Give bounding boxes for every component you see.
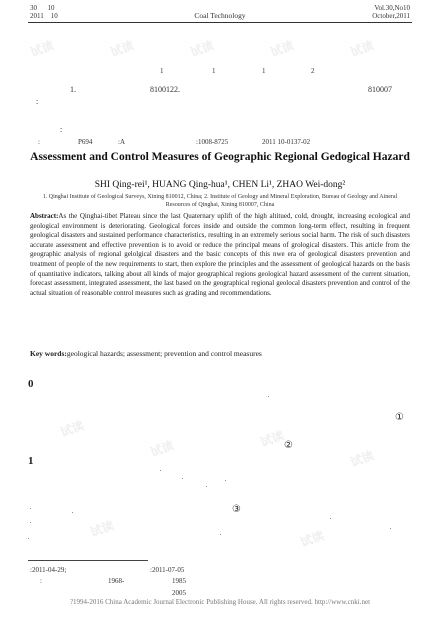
clc-label: : (38, 138, 40, 146)
clc-code: P694 (78, 138, 93, 146)
watermark-text: 试读 (348, 448, 376, 470)
watermark-text: 试读 (108, 38, 136, 60)
section-number-1: 1 (28, 455, 34, 467)
cn-affil-number: 1. (70, 85, 76, 94)
document-code: :A (118, 138, 125, 146)
watermark-text: 试读 (148, 438, 176, 460)
author-year-3: 2005 (172, 589, 186, 597)
header-rule (28, 22, 412, 23)
article-number: :1008-8725 (196, 138, 229, 146)
header-left-line2: 2011 10 (30, 12, 58, 20)
keywords-label: Key words: (30, 349, 67, 358)
watermark-text: 试读 (268, 38, 296, 60)
cn-abstract-colon: : (36, 97, 39, 106)
circled-number-1: ① (395, 412, 404, 423)
watermark-text: 试读 (258, 428, 286, 450)
author-mark: 2 (311, 67, 315, 75)
watermark-text: 试读 (188, 38, 216, 60)
header-left-line1: 30 10 (30, 4, 55, 12)
abstract-label: Abstract: (30, 212, 59, 220)
copyright-footer: ?1994-2016 China Academic Journal Electronic Publishing House. All rights reserved. http://www.cnki.net (69, 598, 371, 606)
journal-name: Coal Technology (194, 11, 246, 20)
paper-title: Assessment and Control Measures of Geographic Regional Gedogical Hazard (30, 151, 410, 163)
revised-date: :2011-07-05 (150, 566, 185, 574)
author-bio-colon: : (40, 577, 42, 585)
section-number-0: 0 (28, 378, 34, 390)
issue-date: October,2011 (372, 12, 410, 20)
abstract-text: As the Qinghai-tibet Plateau since the last Quaternary uplift of the high altitued, cold, drought, increasing ecological and geological environment is deteriorating. Geological forces inside and outside the common long-term effect, resulting in frequent geological disasters and sustained performance characteristics, resulting in an extremely serious social harm. The risk of such disasters accurate assessment and effective prevention is to avoid or reduce the principal means of grological disasters. This article from the geographic analysis of regional gelolgical disasters and the basic concepts of this nwe era of geological disasters prevention and treatment of people of the new requirements to start, then explore the principles and the assessment of geological hazards on the basis of quantitative indicators, talking about all kinds of major geographical regions geological hazard assessment of the current situation, forecast assessment, integrated assessment, the last based on the geographical regional geolocal disasters prevention and control of the actual situation of reasonable control measures such as grading and recommendations. (30, 212, 410, 297)
keywords-text: geological hazards; assessment; prevention and control measures (66, 349, 262, 358)
keywords (30, 349, 410, 358)
author-mark: 1 (212, 67, 216, 75)
cn-keywords-colon: : (60, 125, 63, 134)
article-number-tail: 2011 10-0137-02 (262, 138, 311, 146)
author-birth-year: 1968- (108, 577, 125, 585)
abstract (30, 212, 410, 298)
watermark-text: 试读 (298, 528, 326, 550)
author-list: SHI Qing-rei¹, HUANG Qing-hua¹, CHEN Li¹, ZHAO Wei-dong² (94, 180, 346, 190)
author-graduation-year: 1985 (172, 577, 186, 585)
watermark-text: 试读 (28, 38, 56, 60)
author-affiliations: 1. Qinghai Institute of Geological Surveys, Xining 810012, China; 2. Institute of Geology and Mineral Exploration, Bureau of Geology and Aineral Resources of Qinghai, Xining 810007, China (42, 194, 398, 208)
watermark-text: 试读 (88, 518, 116, 540)
cn-affil-postcode-1: 8100122. (150, 85, 180, 94)
watermark-text: 试读 (348, 38, 376, 60)
author-mark: 1 (262, 67, 266, 75)
footnote-rule (28, 560, 148, 561)
circled-number-3: ③ (232, 504, 241, 515)
volume-issue: Vol.30,No10 (374, 4, 410, 12)
received-date: :2011-04-29; (30, 566, 67, 574)
cn-affil-postcode-2: 810007 (368, 85, 392, 94)
author-mark: 1 (160, 67, 164, 75)
circled-number-2: ② (284, 440, 293, 451)
watermark-text: 试读 (58, 418, 86, 440)
